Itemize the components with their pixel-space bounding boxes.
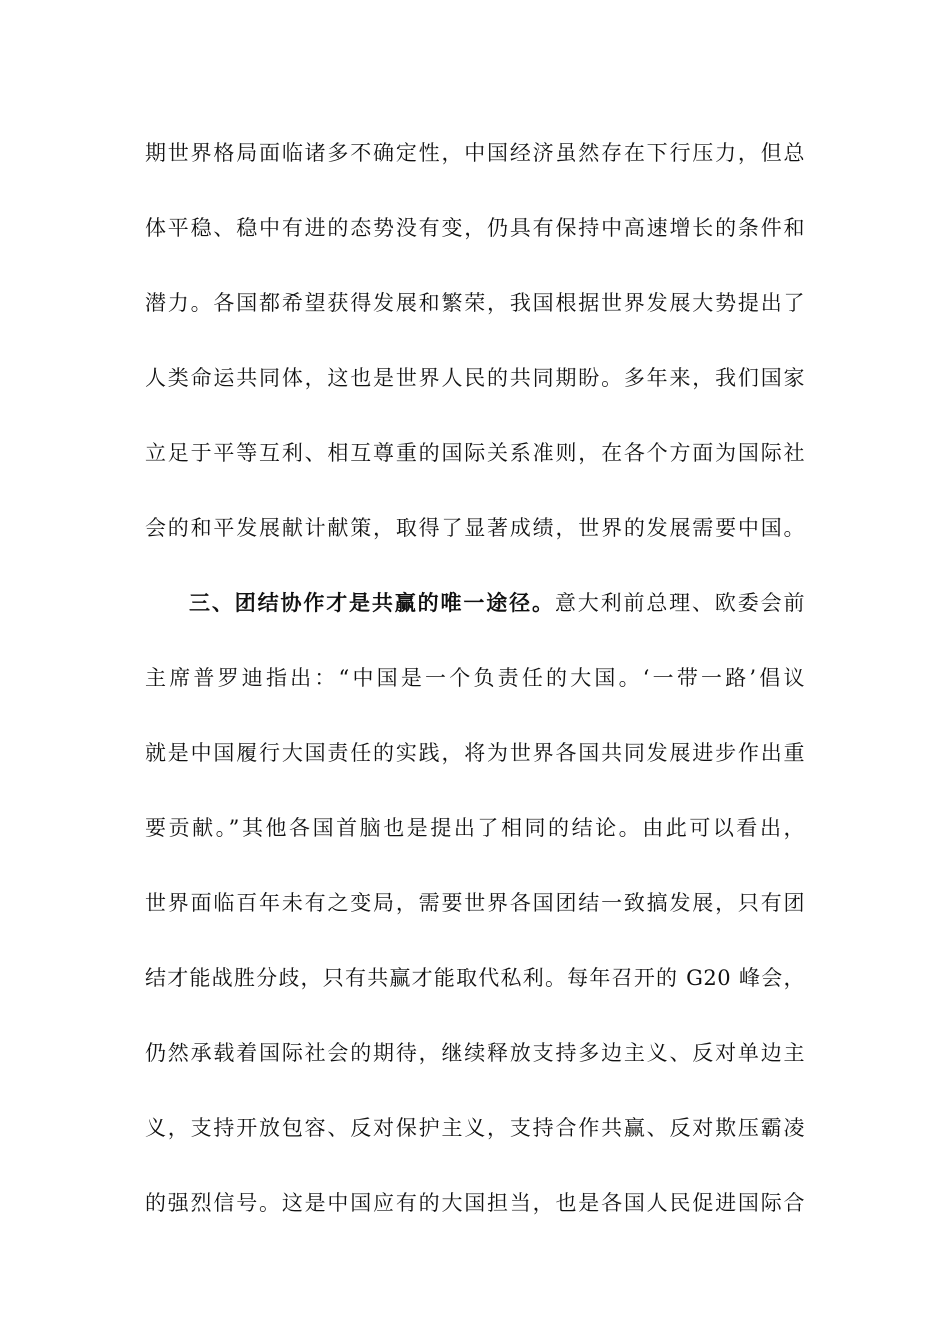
text-line: 潜力。各国都希望获得发展和繁荣，我国根据世界发展大势提出了 <box>145 291 805 315</box>
text-line: 立足于平等互利、相互尊重的国际关系准则，在各个方面为国际社 <box>145 441 805 465</box>
text-line: 要贡献。”其他各国首脑也是提出了相同的结论。由此可以看出， <box>145 816 805 840</box>
body-text <box>145 133 805 1258</box>
text-line: 世界面临百年未有之变局，需要世界各国团结一致搞发展，只有团 <box>145 891 805 915</box>
text-line: 主席普罗迪指出：“中国是一个负责任的大国。‘一带一路’倡议 <box>145 666 805 690</box>
text-line: 就是中国履行大国责任的实践，将为世界各国共同发展进步作出重 <box>145 741 805 765</box>
text-line: 仍然承载着国际社会的期待，继续释放支持多边主义、反对单边主 <box>145 1041 805 1065</box>
section-three-first-line <box>145 583 805 658</box>
text-line: 人类命运共同体，这也是世界人民的共同期盼。多年来，我们国家 <box>145 366 805 390</box>
text-line: 义，支持开放包容、反对保护主义，支持合作共赢、反对欺压霸凌 <box>145 1116 805 1140</box>
text-line: 会的和平发展献计献策，取得了显著成绩，世界的发展需要中国。 <box>145 516 805 540</box>
section-three-heading: 三、团结协作才是共赢的唯一途径。 <box>189 591 555 615</box>
text-line: 体平稳、稳中有进的态势没有变，仍具有保持中高速增长的条件和 <box>145 216 805 240</box>
text-line: 期世界格局面临诸多不确定性，中国经济虽然存在下行压力，但总 <box>145 141 805 165</box>
text-line: 结才能战胜分歧，只有共赢才能取代私利。每年召开的 G20 峰会， <box>145 966 805 990</box>
section-three-first-line-text: 意大利前总理、欧委会前 <box>554 591 806 615</box>
text-line: 的强烈信号。这是中国应有的大国担当，也是各国人民促进国际合 <box>145 1191 805 1215</box>
